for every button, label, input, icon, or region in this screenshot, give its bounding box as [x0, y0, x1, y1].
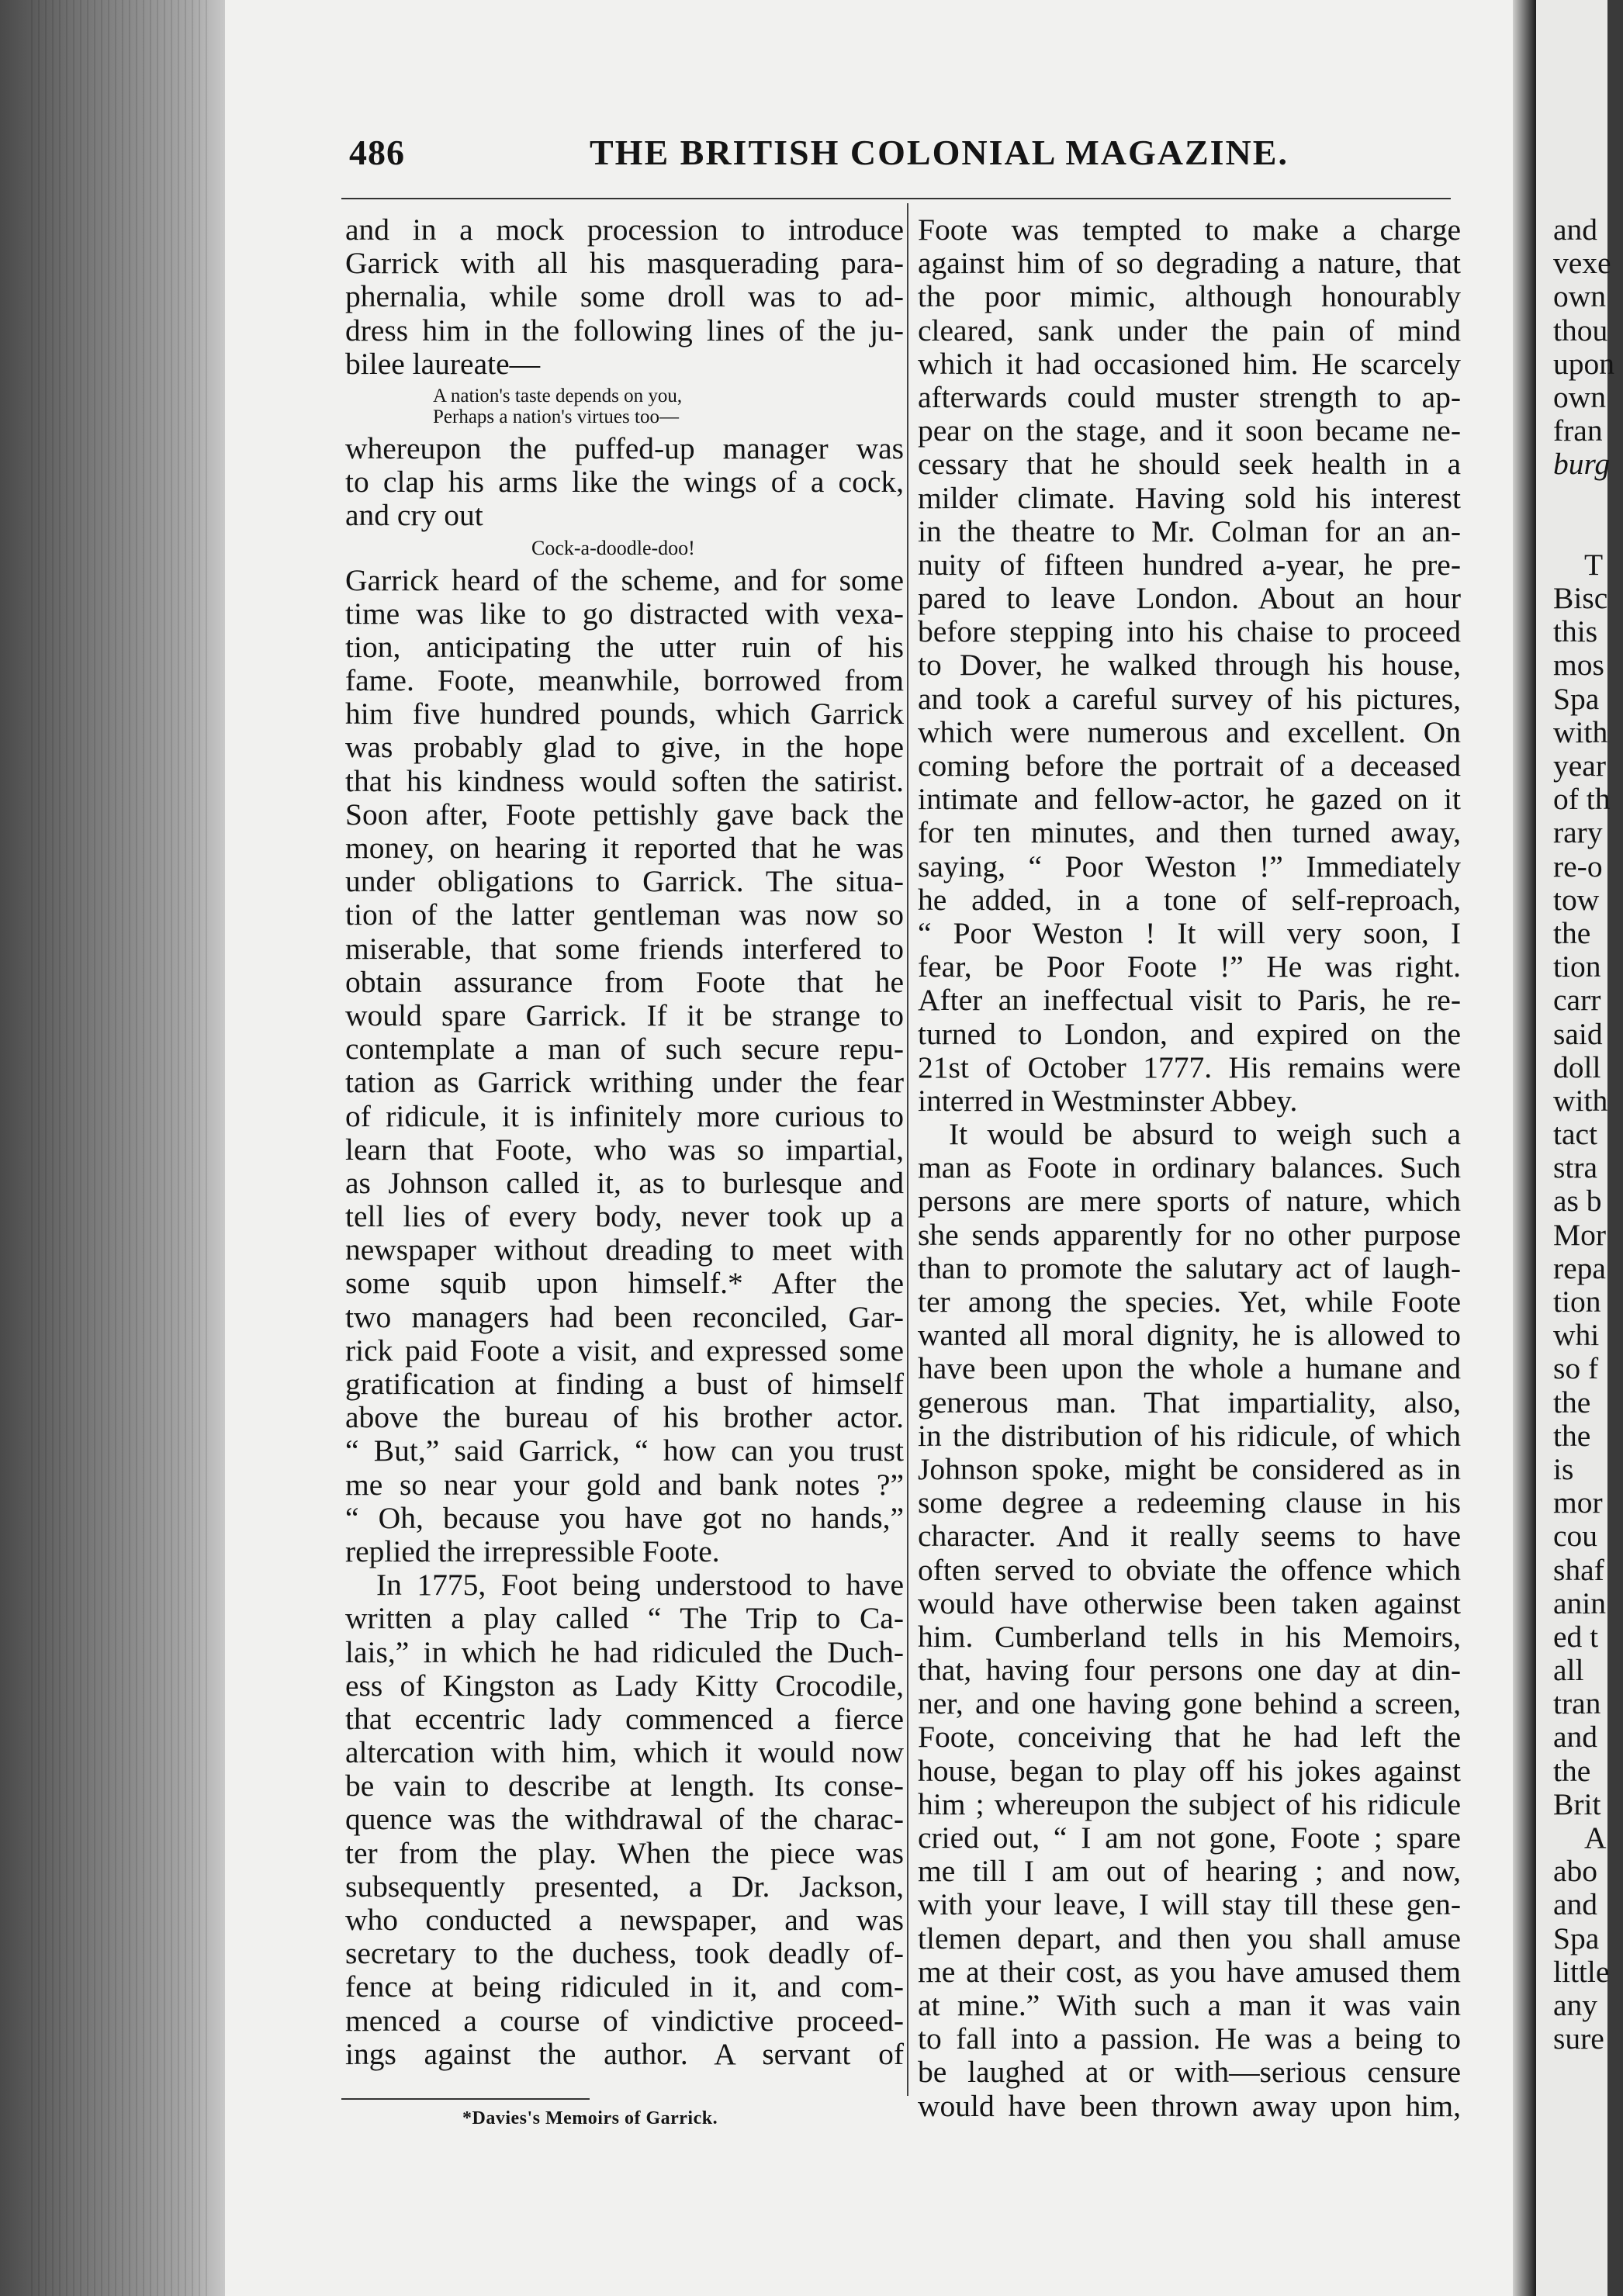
text-line: secretary to the duchess, took deadly of-	[345, 1936, 904, 1971]
text-line: to clap his arms like the wings of a cock,	[345, 465, 904, 500]
text-line: would spare Garrick. If it be strange to	[345, 998, 904, 1032]
text-line: phernalia, while some droll was to ad-	[345, 279, 904, 314]
text-line: in the distribution of his ridicule, of which	[918, 1418, 1461, 1453]
text-line: fame. Foote, meanwhile, borrowed from	[345, 663, 904, 698]
text-line: that his kindness would soften the satirist.	[345, 763, 904, 798]
text-line: Garrick heard of the scheme, and for some	[345, 562, 904, 597]
fragment: Spa	[1553, 681, 1600, 716]
fragment: whi	[1553, 1318, 1600, 1353]
verse-line: Perhaps a nation's virtues too—	[433, 406, 679, 427]
text-line: wanted all moral dignity, he is allowed to	[918, 1318, 1461, 1353]
fragment: upon	[1553, 346, 1614, 381]
fragment: with	[1553, 1083, 1608, 1118]
text-line: him five hundred pounds, which Garrick	[345, 697, 904, 731]
text-line: Soon after, Foote pettishly gave back the	[345, 797, 904, 832]
text-line: contemplate a man of such secure repu-	[345, 1032, 904, 1067]
verse-line: A nation's taste depends on you,	[433, 385, 683, 406]
text-line: time was like to go distracted with vexa-	[345, 596, 904, 631]
text-line: miserable, that some friends interfered to	[345, 931, 904, 966]
next-page-fragments	[1553, 213, 1623, 2056]
fragment: doll	[1553, 1049, 1601, 1084]
text-line: before stepping into his chaise to proceed	[918, 614, 1461, 649]
fragment: the	[1553, 1753, 1591, 1788]
fragment: is	[1553, 1451, 1574, 1486]
book-gutter	[0, 0, 225, 2296]
fragment: and	[1553, 1887, 1598, 1922]
fragment-gap	[1553, 482, 1623, 548]
fragment: said	[1553, 1016, 1603, 1051]
fragment: this	[1553, 614, 1598, 649]
text-line: me so near your gold and bank notes ?”	[345, 1467, 904, 1502]
fragment: of th	[1553, 782, 1611, 817]
text-line: Foote, conceiving that he had left the	[918, 1720, 1461, 1755]
fragment: mor	[1553, 1485, 1603, 1520]
fragment: T	[1584, 547, 1604, 582]
text-line: man as Foote in ordinary balances. Such	[918, 1150, 1461, 1185]
page-edges	[31, 0, 209, 2296]
verse-block	[345, 381, 904, 432]
text-line: would have otherwise been taken against	[918, 1585, 1461, 1620]
fragment: anin	[1553, 1585, 1607, 1620]
column-rule	[907, 203, 908, 2096]
text-line: him ; whereupon the subject of his ridicule	[918, 1786, 1461, 1821]
fragment: as b	[1553, 1184, 1602, 1219]
fragment: vexe	[1553, 246, 1611, 281]
text-line: character. And it really seems to have	[918, 1519, 1461, 1554]
text-line: as Johnson called it, as to burlesque and	[345, 1165, 904, 1200]
text-line: some squib upon himself.* After the	[345, 1266, 904, 1301]
text-line: he added, in a tone of self-reproach,	[918, 882, 1461, 917]
text-line: that, having four persons one day at din-	[918, 1653, 1461, 1688]
text-line: written a play called “ The Trip to Ca-	[345, 1601, 904, 1636]
text-line: she sends apparently for no other purpose	[918, 1217, 1461, 1252]
fragment: tran	[1553, 1686, 1601, 1721]
text-line: cleared, sank under the pain of mind	[918, 313, 1461, 348]
right-column	[918, 213, 1461, 2123]
text-line: intimate and fellow-actor, he gazed on it	[918, 782, 1461, 817]
fragment: Brit	[1553, 1786, 1601, 1821]
text-line: was probably glad to give, in the hope	[345, 730, 904, 765]
fragment: own	[1553, 279, 1607, 314]
text-line: and took a careful survey of his pictures,	[918, 681, 1461, 716]
text-line: the poor mimic, although honourably	[918, 279, 1461, 314]
page-fold-shadow	[1513, 0, 1536, 2296]
fragment: A	[1584, 1821, 1607, 1855]
fragment: re-o	[1553, 849, 1603, 883]
fragment: and	[1553, 213, 1598, 247]
text-line: which were numerous and excellent. On	[918, 714, 1461, 749]
fragment: any	[1553, 1987, 1598, 2022]
text-line: with your leave, I will stay till these gen-	[918, 1887, 1461, 1922]
text-line: “ But,” said Garrick, “ how can you trust	[345, 1433, 904, 1468]
text-line: two managers had been reconciled, Gar-	[345, 1299, 904, 1334]
text-line: Foote was tempted to make a charge	[918, 213, 1461, 247]
fragment: the	[1553, 1385, 1591, 1419]
text-line: against him of so degrading a nature, that	[918, 246, 1461, 281]
text-line: to Dover, he walked through his house,	[918, 648, 1461, 683]
text-line: gratification at finding a bust of himself	[345, 1367, 904, 1401]
text-line: cried out, “ I am not gone, Foote ; spare	[918, 1821, 1461, 1855]
text-line: quence was the withdrawal of the charac-	[345, 1802, 904, 1837]
text-line: pear on the stage, and it soon became ne-	[918, 413, 1461, 448]
text-line: in the theatre to Mr. Colman for an an-	[918, 513, 1461, 548]
text-line: interred in Westminster Abbey.	[918, 1083, 1298, 1118]
text-line: fence at being ridiculed in it, and com-	[345, 1969, 904, 2004]
fragment-group	[1553, 548, 1623, 2056]
paragraph-lines	[918, 213, 1461, 2123]
refrain: Cock-a-doodle-doo!	[531, 536, 695, 559]
fragment: sure	[1553, 2021, 1604, 2056]
text-line: fear, be Poor Foote !” He was right.	[918, 949, 1461, 984]
page-header	[349, 132, 1451, 186]
fragment: abo	[1553, 1854, 1598, 1889]
text-line: “ Poor Weston ! It will very soon, I	[918, 915, 1461, 950]
text-line: milder climate. Having sold his interest	[918, 480, 1461, 515]
text-line: menced a course of vindictive proceed-	[345, 2003, 904, 2038]
fragment: burg	[1553, 447, 1611, 482]
text-line: It would be absurd to weigh such a	[949, 1117, 1461, 1152]
text-line: money, on hearing it reported that he was	[345, 831, 904, 865]
text-line: ter from the play. When the piece was	[345, 1835, 904, 1870]
text-line: ner, and one having gone behind a screen,	[918, 1686, 1461, 1721]
text-line: learn that Foote, who was so impartial,	[345, 1132, 904, 1167]
fragment: Bisc	[1553, 581, 1608, 616]
fragment: tion	[1553, 949, 1601, 984]
text-line: whereupon the puffed-up manager was	[345, 430, 904, 465]
text-line: altercation with him, which it would now	[345, 1735, 904, 1770]
text-line: which it had occasioned him. He scarcely	[918, 346, 1461, 381]
fragment: mos	[1553, 648, 1604, 683]
fragment: Mor	[1553, 1217, 1607, 1252]
fragment: ed t	[1553, 1619, 1599, 1654]
fragment: tow	[1553, 882, 1600, 917]
fragment: tact	[1553, 1117, 1598, 1152]
running-title: THE BRITISH COLONIAL MAGAZINE.	[590, 133, 1289, 172]
text-line: ess of Kingston as Lady Kitty Crocodile,	[345, 1668, 904, 1703]
fragment: with	[1553, 714, 1608, 749]
fragment: carr	[1553, 983, 1601, 1018]
text-line: me at their cost, as you have amused them	[918, 1954, 1461, 1989]
text-line: Garrick with all his masquerading para-	[345, 246, 904, 281]
text-line: some degree a redeeming clause in his	[918, 1485, 1461, 1520]
fragment: rary	[1553, 815, 1603, 850]
text-line: 21st of October 1777. His remains were	[918, 1049, 1461, 1084]
fragment: the	[1553, 915, 1591, 950]
text-line: In 1775, Foot being understood to have	[376, 1568, 904, 1603]
fragment: Spa	[1553, 1921, 1600, 1955]
text-line: afterwards could muster strength to ap-	[918, 379, 1461, 414]
fragment: little	[1553, 1954, 1610, 1989]
page-number: 486	[349, 133, 405, 172]
text-line: coming before the portrait of a deceased	[918, 749, 1461, 783]
fragment: fran	[1553, 413, 1603, 448]
text-line: generous man. That impartiality, also,	[918, 1385, 1461, 1419]
text-line: lais,” in which he had ridiculed the Duch-	[345, 1634, 904, 1669]
text-line: tlemen depart, and then you shall amuse	[918, 1921, 1461, 1955]
text-line: tation as Garrick writhing under the fear	[345, 1065, 904, 1100]
text-line: replied the irrepressible Foote.	[345, 1534, 720, 1568]
text-line: subsequently presented, a Dr. Jackson,	[345, 1869, 904, 1904]
text-line: to fall into a passion. He was a being to	[918, 2021, 1461, 2056]
text-line: often served to obviate the offence which	[918, 1552, 1461, 1587]
text-line: dress him in the following lines of the ju-	[345, 313, 904, 348]
text-line: After an ineffectual visit to Paris, he re-	[918, 983, 1461, 1018]
fragment: so f	[1553, 1351, 1599, 1386]
fragment: stra	[1553, 1150, 1598, 1185]
fragment: thou	[1553, 313, 1608, 348]
text-line: of ridicule, it is infinitely more curious to	[345, 1098, 904, 1133]
text-line: obtain assurance from Foote that he	[345, 964, 904, 999]
text-line: nuity of fifteen hundred a-year, he pre-	[918, 547, 1461, 582]
fragment: shaf	[1553, 1552, 1604, 1587]
text-line: than to promote the salutary act of laugh-	[918, 1250, 1461, 1285]
text-line: Johnson spoke, might be considered as in	[918, 1451, 1461, 1486]
fragment: year	[1553, 749, 1606, 783]
paragraph-lines	[345, 213, 904, 381]
text-line: him. Cumberland tells in his Memoirs,	[918, 1619, 1461, 1654]
text-line: tion of the latter gentleman was now so	[345, 897, 904, 932]
fragment: cou	[1553, 1519, 1598, 1554]
fragment: repa	[1553, 1250, 1606, 1285]
text-line: be vain to describe at length. Its conse-	[345, 1769, 904, 1803]
text-line: newspaper without dreading to meet with	[345, 1233, 904, 1267]
left-column	[345, 213, 904, 2071]
text-line: who conducted a newspaper, and was	[345, 1903, 904, 1937]
text-line: that eccentric lady commenced a fierce	[345, 1701, 904, 1736]
text-line: above the bureau of his brother actor.	[345, 1400, 904, 1435]
text-line: ter among the species. Yet, while Foote	[918, 1285, 1461, 1319]
footnote-rule	[341, 2098, 590, 2100]
text-line: me till I am out of hearing ; and now,	[918, 1854, 1461, 1889]
next-page-edge	[1536, 0, 1614, 2296]
footnote: *Davies's Memoirs of Garrick.	[462, 2108, 718, 2128]
text-line: “ Oh, because you have got no hands,”	[345, 1500, 904, 1535]
paragraph-lines	[345, 432, 904, 533]
text-line: bilee laureate—	[345, 346, 541, 381]
text-line: would have been thrown away upon him,	[918, 2088, 1461, 2123]
text-line: tell lies of every body, never took up a	[345, 1199, 904, 1234]
text-line: rick paid Foote a visit, and expressed some	[345, 1333, 904, 1368]
text-line: under obligations to Garrick. The situa-	[345, 864, 904, 899]
fragment: all	[1553, 1653, 1584, 1688]
paragraph-lines	[345, 564, 904, 2071]
text-line: ings against the author. A servant of	[345, 2036, 904, 2071]
text-line: turned to London, and expired on the	[918, 1016, 1461, 1051]
fragment: tion	[1553, 1285, 1601, 1319]
text-line: and in a mock procession to introduce	[345, 213, 904, 247]
text-line: for ten minutes, and then turned away,	[918, 815, 1461, 850]
fragment: own	[1553, 379, 1607, 414]
text-line: tion, anticipating the utter ruin of his	[345, 629, 904, 664]
text-line: house, began to play off his jokes against	[918, 1753, 1461, 1788]
text-line: persons are mere sports of nature, which	[918, 1184, 1461, 1219]
text-line: cessary that he should seek health in a	[918, 447, 1461, 482]
text-line: and cry out	[345, 498, 483, 533]
header-rule	[341, 198, 1451, 199]
text-line: have been upon the whole a humane and	[918, 1351, 1461, 1386]
text-line: at mine.” With such a man it was vain	[918, 1987, 1461, 2022]
fragment: the	[1553, 1418, 1591, 1453]
text-line: pared to leave London. About an hour	[918, 581, 1461, 616]
text-line: saying, “ Poor Weston !” Immediately	[918, 849, 1461, 883]
fragment: and	[1553, 1720, 1598, 1755]
text-line: be laughed at or with—serious censure	[918, 2055, 1461, 2090]
